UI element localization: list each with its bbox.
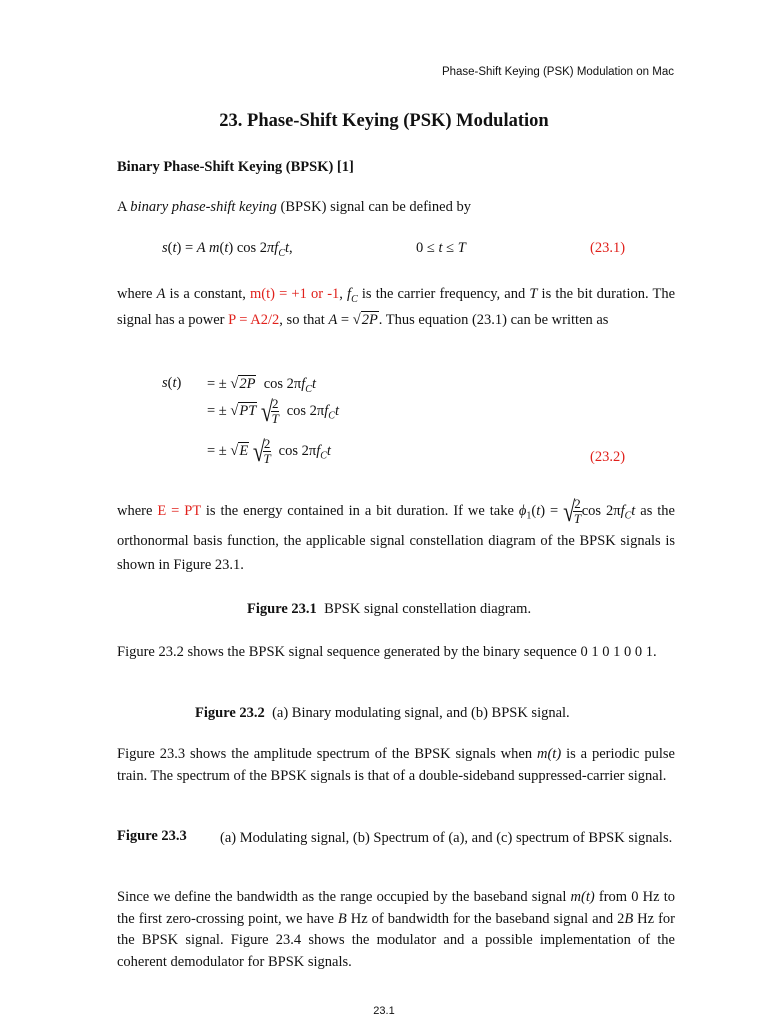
equation-23-2-line-3: = ± √E √ $\frac{2}{T}$ $\cos 2\pi f_Ct$	[207, 434, 331, 468]
figure-23-3-label: Figure 23.3	[117, 828, 187, 844]
equation-23-2-label: (23.2)	[590, 449, 626, 465]
paragraph-energy-basis: where E = PT is the energy contained in a bit duration. If we take $\phi_1(t)$ = √ $\frac{2}{T}$ $\cos 2\pi f_Ct$ as the orthonormal basis function, the applicable signal constellation diagram of the BPSK signals is shown in Figure 23.1.	[117, 494, 675, 573]
paragraph-bandwidth: Since we define the bandwidth as the range occupied by the baseband signal m(t) from 0 Hz to the first zero-crossing point, we have B Hz of bandwidth for the baseband signal and 2B Hz for the BPSK signal. Figure 23.4 shows the modulator and a possible implementation of the coherent demodulator for BPSK signals.	[117, 889, 675, 970]
paragraph-signal-sequence: Figure 23.2 shows the BPSK signal sequence generated by the binary sequence 0 1 0 1 0 0 1.	[117, 644, 657, 660]
page-number: 23.1	[373, 1005, 395, 1017]
page-title: 23. Phase-Shift Keying (PSK) Modulation	[219, 111, 549, 131]
equation-23-2-line-2: = ± √PT √ $\frac{2}{T}$ $\cos 2\pi f_Ct$	[207, 394, 339, 428]
paragraph-amplitude-spectrum: Figure 23.3 shows the amplitude spectrum of the BPSK signals when m(t) is a periodic pulse train. The spectrum of the BPSK signals is that of a double-sideband suppressed-carrier signal.	[117, 746, 675, 784]
equation-23-1-range: 0 ≤ t ≤ T	[416, 240, 466, 256]
equation-23-1-label: (23.1)	[590, 240, 626, 256]
figure-23-2-caption: Figure 23.2 (a) Binary modulating signal, and (b) BPSK signal.	[195, 705, 570, 721]
equation-23-1: s(t) = A m(t) $\cos 2\pi f_Ct$,	[162, 240, 293, 259]
intro-paragraph: A binary phase-shift keying (BPSK) signal can be defined by	[117, 199, 471, 215]
figure-23-1-caption: Figure 23.1 BPSK signal constellation diagram.	[247, 601, 532, 617]
equation-23-2-lhs: s(t)	[162, 375, 182, 391]
figure-23-3-caption: (a) Modulating signal, (b) Spectrum of (a), and (c) spectrum of BPSK signals.	[220, 830, 673, 846]
equation-23-2-line-1: = ± √2P $\cos 2\pi f_Ct$	[207, 376, 316, 395]
running-header: Phase-Shift Keying (PSK) Modulation on Mac	[441, 66, 674, 78]
section-heading: Binary Phase-Shift Keying (BPSK) [1]	[117, 159, 354, 175]
paragraph-constant-definition: where A is a constant, m(t) = +1 or -1, $f_C$ is the carrier frequency, and T is the bit duration. The signal has a power P = A2/2, so that A = √2P. Thus equation (23.1) can be written as	[117, 286, 676, 329]
